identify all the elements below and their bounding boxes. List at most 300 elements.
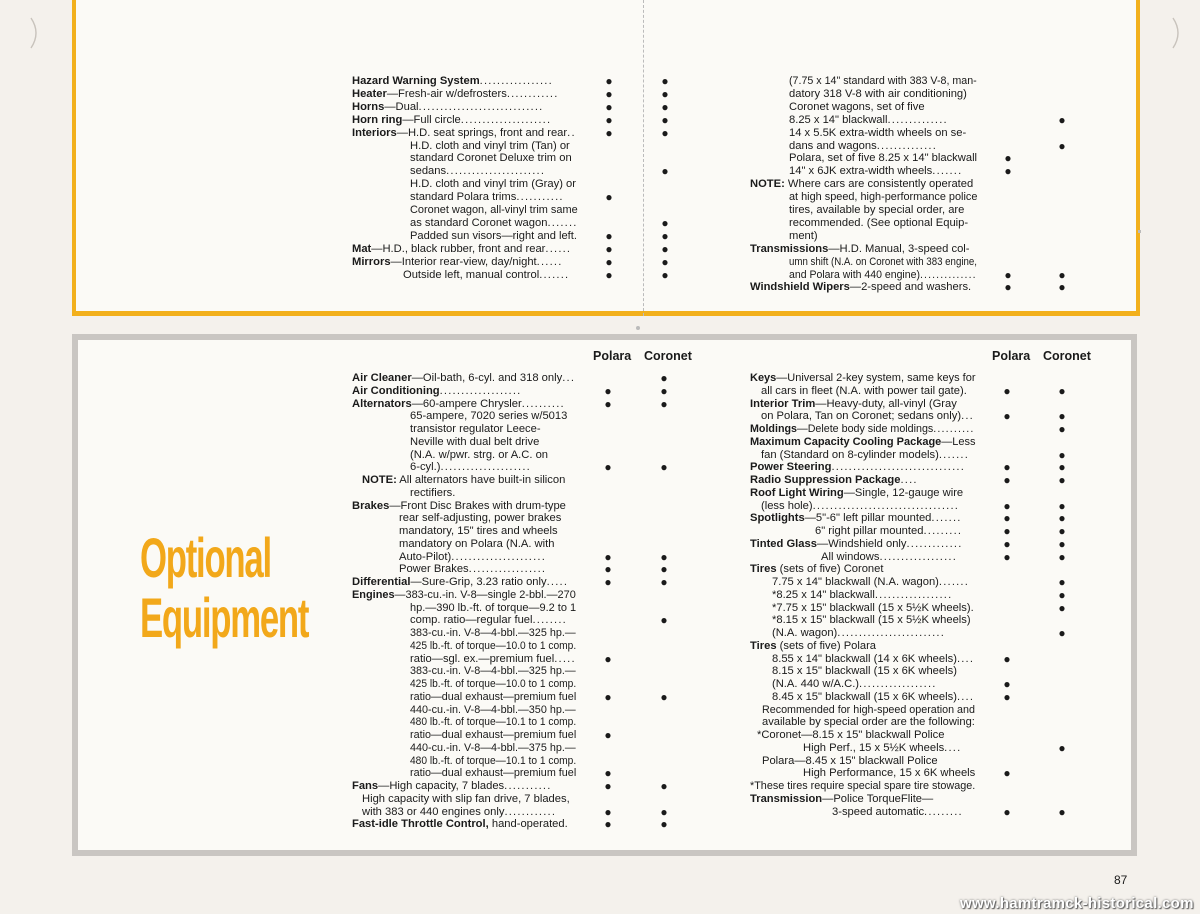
spec-row (399, 525, 558, 538)
spec-row (410, 230, 578, 243)
spec-item-name: NOTE: (362, 474, 397, 486)
polara-availability-dot: ● (605, 74, 613, 88)
leader-dots: ............................. (418, 100, 544, 113)
spec-row (750, 398, 957, 411)
spec-item-text: —Fresh-air w/defrosters (386, 87, 507, 100)
leader-dots: ....... (938, 448, 970, 461)
polara-availability-dot: ● (604, 460, 612, 475)
coronet-availability-dot: ● (1058, 409, 1066, 424)
spec-row (789, 204, 964, 217)
spec-item-text: fan (Standard on 8-cylinder models) (761, 448, 939, 461)
spec-row (789, 165, 962, 178)
coronet-availability-dot: ● (660, 817, 668, 832)
spec-row (750, 487, 963, 500)
spec-item-text: 425 lb.-ft. of torque—10.0 to 1 comp. (410, 678, 577, 690)
spec-item-text: 8.25 x 14" blackwall (789, 113, 888, 126)
spec-row (352, 818, 569, 831)
spec-item-text: Where cars are consistently operated (784, 178, 974, 191)
spec-item-text: Recommended for high-speed operation and (762, 703, 975, 716)
coronet-availability-dot: ● (660, 371, 668, 385)
leader-dots: ........... (516, 191, 564, 204)
spec-item-text: 6-cyl.) (410, 461, 441, 474)
header-polara-left: Polara (593, 349, 632, 363)
spec-item-text: Padded sun visors—right and left (410, 229, 574, 242)
coronet-availability-dot: ● (1058, 587, 1066, 602)
spec-item-name: Air Conditioning (352, 384, 440, 397)
spec-row (410, 602, 576, 615)
spec-item-text: —High capacity, 7 blades (378, 780, 505, 792)
spec-item-name: Interior Trim (750, 397, 816, 410)
spec-row (789, 127, 966, 140)
polara-availability-dot: ● (1003, 677, 1011, 691)
polara-availability-dot: ● (1003, 689, 1011, 704)
spec-item-name: Transmissions (750, 242, 829, 255)
leader-dots: .................. (879, 550, 958, 563)
spec-row (352, 75, 553, 88)
leader-dots: ..... (554, 652, 576, 665)
spec-item-name: Interiors (352, 126, 397, 139)
spec-item-text: High capacity with slip fan drive, 7 blades, (362, 792, 570, 805)
spec-row (410, 729, 576, 742)
leader-dots: .................. (468, 563, 547, 576)
spec-item-name: NOTE: (750, 178, 785, 191)
spec-row (772, 589, 952, 602)
spec-row (750, 461, 965, 474)
spec-item-text: *8.25 x 14" blackwall (772, 588, 875, 601)
spec-item-name: Roof Light Wiring (750, 486, 844, 499)
spec-item-text: —Police TorqueFlite— (822, 792, 934, 805)
spec-row (410, 410, 567, 423)
coronet-availability-dot: ● (660, 460, 668, 475)
polara-availability-dot: ● (1003, 383, 1011, 398)
spec-item-text: 383-cu.-in. V-8—4-bbl.—325 hp.— (410, 665, 576, 678)
polara-availability-dot: ● (1003, 536, 1011, 551)
polara-availability-dot: ● (1003, 409, 1011, 424)
spec-row (772, 678, 937, 691)
spec-item-name: Heater (352, 87, 387, 100)
spec-item-text: rectifiers. (410, 486, 456, 499)
spec-row (772, 653, 974, 666)
polara-availability-dot: ● (1003, 804, 1011, 819)
coronet-availability-dot: ● (661, 99, 669, 114)
spec-row (803, 767, 975, 780)
spec-row (410, 140, 570, 153)
spec-item-text: —Heavy-duty, all-vinyl (Gray (815, 397, 957, 410)
polara-availability-dot: ● (1003, 511, 1011, 526)
polara-availability-dot: ● (605, 99, 613, 114)
spec-item-text: (N.A. 440 w/A.C.) (772, 678, 860, 690)
spec-row (410, 449, 548, 462)
leader-dots: . (963, 384, 969, 397)
spec-item-text: —Windshield only (816, 537, 907, 550)
spec-item-text: with 383 or 440 engines only (362, 805, 505, 818)
spec-row (750, 512, 962, 525)
leader-dots: ... (562, 372, 576, 384)
polara-availability-dot: ● (1003, 498, 1011, 513)
spec-row (352, 589, 576, 602)
spec-item-text: High Performance, 15 x 6K wheels (803, 767, 976, 780)
spec-item-text: (N.A. wagon) (772, 627, 838, 639)
polara-availability-dot: ● (1004, 151, 1012, 166)
coronet-availability-dot: ● (660, 779, 668, 793)
polara-availability-dot: ● (1003, 549, 1011, 564)
spec-item-name: Air Cleaner (352, 372, 412, 384)
spec-row (750, 281, 972, 294)
leader-dots: ......... (924, 805, 963, 818)
coronet-availability-dot: ● (1058, 549, 1066, 564)
spec-row (803, 742, 961, 755)
spec-item-text: hp.—390 lb.-ft. of torque—9.2 to 1 (410, 601, 577, 614)
spec-row (750, 640, 876, 653)
polara-availability-dot: ● (604, 766, 612, 781)
binder-hole-icon (28, 16, 42, 50)
polara-availability-dot: ● (604, 728, 612, 742)
coronet-availability-dot: ● (1058, 575, 1066, 589)
spec-row (772, 665, 957, 678)
leader-dots: ....... (539, 268, 570, 281)
spec-item-text: ment) (789, 229, 818, 242)
spec-item-text: —Delete body side moldings (796, 423, 934, 435)
spec-item-text: —60-ampere Chrysler (411, 397, 522, 410)
polara-availability-dot: ● (1004, 280, 1012, 295)
spec-item-text: ratio—sgl. ex.—premium fuel (410, 652, 555, 665)
coronet-availability-dot: ● (1058, 460, 1066, 475)
spec-item-name: Radio Suppression Package (750, 474, 901, 486)
spec-item-text: High Perf., 15 x 5½K wheels (803, 741, 945, 754)
spec-row (410, 640, 576, 653)
polara-availability-dot: ● (605, 254, 613, 269)
spec-row (410, 755, 576, 768)
section-title-line1: Optional (140, 526, 271, 589)
spec-row (761, 449, 969, 462)
spec-item-name: Horns (352, 100, 385, 113)
leader-dots: .................. (874, 588, 953, 601)
spec-row (352, 256, 563, 269)
spec-row (352, 576, 568, 589)
leader-dots: .... (956, 652, 975, 665)
coronet-availability-dot: ● (1058, 524, 1066, 538)
spec-row (410, 767, 576, 780)
spec-row (410, 165, 545, 178)
spec-row (789, 152, 977, 165)
spec-item-text: —Full circle (402, 113, 461, 126)
spec-row (410, 653, 576, 666)
leader-dots: .................................. (812, 499, 960, 512)
coronet-availability-dot: ● (661, 215, 669, 230)
spec-item-text: standard Polara trims (410, 191, 517, 204)
leader-dots: ............. (906, 537, 963, 550)
coronet-availability-dot: ● (661, 125, 669, 140)
spec-row (789, 101, 925, 114)
spec-row (772, 627, 945, 640)
coronet-availability-dot: ● (661, 228, 669, 243)
coronet-availability-dot: ● (660, 804, 668, 819)
spec-row (410, 204, 578, 217)
spec-row (772, 691, 974, 704)
spec-row (789, 256, 977, 269)
spec-item-name: Fans (352, 780, 379, 792)
spec-row (789, 269, 977, 282)
leader-dots: . (970, 601, 975, 614)
spec-item-name: Mirrors (352, 255, 391, 268)
spec-row (410, 704, 576, 717)
spec-item-text: 8.45 x 15" blackwall (15 x 6K wheels) (772, 690, 957, 703)
spec-item-text: 8.15 x 15" blackwall (15 x 6K wheels) (772, 665, 957, 678)
spec-row (750, 178, 973, 191)
spec-item-text: mandatory, 15" tires and wheels (399, 525, 558, 537)
spec-row (399, 563, 546, 576)
spec-item-text: hand-operated (488, 818, 565, 831)
spec-row (352, 398, 565, 411)
spec-item-text: 7.75 x 14" blackwall (N.A. wagon) (772, 576, 939, 588)
leader-dots: ....................... (446, 165, 546, 178)
spec-item-text: —383-cu.-in. V-8—single 2-bbl.—270 (394, 588, 576, 601)
header-coronet-left: Coronet (644, 349, 692, 363)
polara-availability-dot: ● (604, 396, 612, 411)
polara-availability-dot: ● (605, 86, 613, 101)
polara-availability-dot: ● (604, 779, 612, 793)
spec-item-name: Maximum Capacity Cooling Package (750, 435, 942, 448)
spec-row (750, 793, 933, 806)
spec-item-text: —Front Disc Brakes with drum-type (389, 499, 566, 512)
coronet-availability-dot: ● (1058, 138, 1066, 153)
spec-item-text: umn shift (N.A. on Coronet with 383 engine, (789, 255, 977, 268)
spec-row (352, 101, 543, 114)
spec-row (750, 372, 976, 385)
leader-dots: ....... (547, 216, 578, 229)
polara-availability-dot: ● (604, 804, 612, 819)
spec-item-text: standard Coronet Deluxe trim on (410, 152, 572, 165)
spec-item-text: 480 lb.-ft. of torque—10.1 to 1 comp. (410, 754, 577, 767)
coronet-availability-dot: ● (660, 575, 668, 589)
coronet-availability-dot: ● (1058, 280, 1066, 295)
leader-dots: .. (567, 126, 576, 139)
spec-item-text: (7.75 x 14" standard with 383 V-8, man- (789, 75, 977, 87)
spec-item-text: 14" x 6JK extra-width wheels (789, 165, 933, 178)
spec-item-text: All alternators have built-in silicon (396, 474, 566, 486)
spec-item-text: Outside left, manual control (403, 268, 540, 281)
spec-item-text: —H.D. Manual, 3-speed col- (828, 242, 970, 255)
spec-item-text: 425 lb.-ft. of torque—10.0 to 1 comp. (410, 639, 577, 652)
spec-item-text: 6" right pillar mounted (815, 525, 924, 537)
spec-item-text: All windows (821, 550, 880, 563)
polara-availability-dot: ● (604, 689, 612, 704)
spec-item-text: 3-speed automatic (832, 805, 925, 818)
coronet-availability-dot: ● (660, 396, 668, 411)
polara-availability-dot: ● (605, 228, 613, 243)
spec-item-text: (sets of five) Coronet (776, 563, 884, 576)
spec-item-text: 440-cu.-in. V-8—4-bbl.—350 hp.— (410, 703, 576, 716)
polara-availability-dot: ● (604, 562, 612, 577)
spec-item-text: all cars in fleet (N.A. with power tail gate) (761, 384, 964, 397)
leader-dots: ......................... (837, 627, 946, 639)
spec-item-text: 480 lb.-ft. of torque—10.1 to 1 comp. (410, 716, 577, 729)
spec-row (362, 793, 570, 806)
spec-row (750, 423, 975, 436)
spec-row (762, 755, 938, 768)
section-title-line2: Equipment (140, 586, 309, 649)
coronet-availability-dot: ● (661, 164, 669, 179)
polara-availability-dot: ● (604, 817, 612, 832)
spec-item-text: —Interior rear-view, day/night (390, 255, 537, 268)
edge-mark (1138, 230, 1141, 233)
header-polara-right: Polara (992, 349, 1031, 363)
leader-dots: ...... (536, 255, 563, 268)
spec-item-text: sedans (410, 165, 447, 178)
spec-row (352, 114, 551, 127)
spec-row (772, 576, 969, 589)
spec-row (352, 127, 576, 140)
spec-item-name: Engines (352, 588, 395, 601)
leader-dots: ............ (504, 805, 557, 818)
spec-item-name: Tires (750, 563, 777, 576)
leader-dots: .... (956, 690, 975, 703)
coronet-availability-dot: ● (1058, 804, 1066, 819)
spec-row (352, 500, 566, 513)
leader-dots: ....... (938, 576, 970, 588)
spec-row (757, 729, 944, 742)
leader-dots: ...................... (451, 550, 547, 563)
spec-item-text: —Less (941, 435, 976, 448)
spec-item-text: 440-cu.-in. V-8—4-bbl.—375 hp.— (410, 741, 576, 754)
spec-row (789, 230, 818, 243)
spec-item-text: Power Brakes (399, 563, 469, 576)
leader-dots: .... (900, 474, 918, 486)
spec-item-text: *Coronet—8.15 x 15" blackwall Police (757, 729, 945, 741)
spec-item-text: H.D. cloth and vinyl trim (Tan) or (410, 139, 570, 152)
spec-row (750, 243, 970, 256)
spec-row (761, 385, 968, 398)
spec-row (362, 474, 565, 487)
leader-dots: ......... (923, 525, 963, 537)
leader-dots: ...... (545, 242, 572, 255)
spec-row (750, 563, 884, 576)
spec-item-text: datory 318 V-8 with air conditioning) (789, 87, 967, 100)
spec-row (410, 436, 539, 449)
spec-row (789, 140, 937, 153)
coronet-availability-dot: ● (661, 74, 669, 88)
polara-availability-dot: ● (604, 651, 612, 666)
spec-row (410, 178, 576, 191)
spec-item-name: Transmission (750, 792, 823, 805)
spec-item-text: H.D. cloth and vinyl trim (Gray) or (410, 178, 576, 191)
spec-item-name: Keys (750, 372, 777, 384)
spec-row (410, 691, 576, 704)
spec-item-text: —2-speed and washers (849, 281, 969, 294)
spec-item-name: Fast-idle Throttle Control, (352, 818, 489, 831)
leader-dots: ..................... (440, 461, 531, 474)
coronet-availability-dot: ● (660, 562, 668, 577)
leader-dots: ............................... (831, 461, 966, 474)
spec-item-text: (sets of five) Polara (776, 639, 877, 652)
polara-availability-dot: ● (1004, 267, 1012, 282)
spec-row (762, 704, 975, 717)
spec-row (762, 716, 975, 729)
spec-row (410, 423, 541, 436)
spec-row (789, 217, 968, 230)
spec-row (815, 525, 962, 538)
spec-row (789, 75, 977, 88)
spec-row (750, 436, 976, 449)
spec-item-name: Tinted Glass (750, 537, 817, 550)
spec-item-text: (N.A. w/pwr. strg. or A.C. on (410, 448, 549, 461)
spec-row (789, 88, 967, 101)
spec-item-name: Tires (750, 639, 777, 652)
spec-item-text: Polara—8.45 x 15" blackwall Police (762, 754, 938, 767)
polara-availability-dot: ● (605, 241, 613, 256)
spec-item-name: Mat (352, 242, 372, 255)
spec-row (789, 191, 977, 204)
coronet-availability-dot: ● (1058, 267, 1066, 282)
spec-item-text: —Oil-bath, 6-cyl. and 318 only (411, 372, 563, 384)
spec-row (410, 614, 567, 627)
leader-dots: . (968, 281, 973, 294)
spec-item-text: *7.75 x 15" blackwall (15 x 5½K wheels) (772, 601, 971, 614)
coronet-availability-dot: ● (1058, 536, 1066, 551)
coronet-availability-dot: ● (1058, 473, 1066, 487)
spec-item-text: ratio—dual exhaust—premium fuel (410, 690, 577, 703)
leader-dots: . (573, 229, 579, 242)
spec-item-name: Differential (352, 576, 411, 588)
center-divider (643, 0, 644, 316)
spec-item-text: recommended. (See optional Equip- (789, 216, 969, 229)
spec-row (832, 806, 963, 819)
spec-item-text: mandatory on Polara (N.A. with (399, 537, 555, 550)
spec-item-text: Coronet wagons, set of five (789, 100, 925, 113)
spec-item-text: —Universal 2-key system, same keys for (776, 372, 976, 384)
leader-dots: ... (961, 410, 974, 423)
spec-item-text: Auto-Pilot) (399, 550, 452, 563)
spec-item-text: Neville with dual belt drive (410, 435, 540, 448)
leader-dots: ..................... (460, 113, 552, 126)
spec-item-text: on Polara, Tan on Coronet; sedans only) (761, 410, 962, 423)
polara-availability-dot: ● (1003, 460, 1011, 475)
spec-item-text: tires, available by special order, are (789, 204, 965, 216)
polara-availability-dot: ● (605, 112, 613, 127)
spec-item-text: Coronet wagon, all-vinyl trim same (410, 204, 578, 216)
leader-dots: ............ (506, 87, 559, 100)
spec-row (399, 512, 561, 525)
spec-item-text: —5"-6" left pillar mounted (804, 512, 932, 525)
spec-item-text: ratio—dual exhaust—premium fuel (410, 729, 577, 741)
coronet-availability-dot: ● (660, 613, 668, 628)
leader-dots: ..... (546, 576, 569, 588)
spec-row (410, 627, 576, 640)
spec-row (821, 551, 957, 564)
spec-row (352, 88, 559, 101)
spec-row (772, 602, 975, 615)
site-watermark[interactable]: www.hamtramck-historical.com (960, 895, 1194, 912)
spec-item-text: —Single, 12-gauge wire (843, 486, 964, 499)
coronet-availability-dot: ● (660, 689, 668, 704)
spec-row (410, 742, 576, 755)
leader-dots: ....... (931, 512, 962, 525)
leader-dots: .......... (521, 397, 565, 410)
spec-item-text: (less hole) (761, 499, 813, 512)
spec-item-text: —Dual (384, 100, 419, 113)
spec-row (750, 538, 963, 551)
spec-item-name: Horn ring (352, 113, 403, 126)
spec-item-text: Polara, set of five 8.25 x 14" blackwall (789, 152, 978, 165)
coronet-availability-dot: ● (1058, 447, 1066, 462)
coronet-availability-dot: ● (660, 549, 668, 564)
spec-item-text: at high speed, high-performance police (789, 191, 978, 204)
spec-row (761, 500, 959, 513)
spec-row (352, 780, 552, 793)
leader-dots: . (564, 818, 569, 831)
coronet-availability-dot: ● (1058, 626, 1066, 640)
coronet-availability-dot: ● (661, 267, 669, 282)
